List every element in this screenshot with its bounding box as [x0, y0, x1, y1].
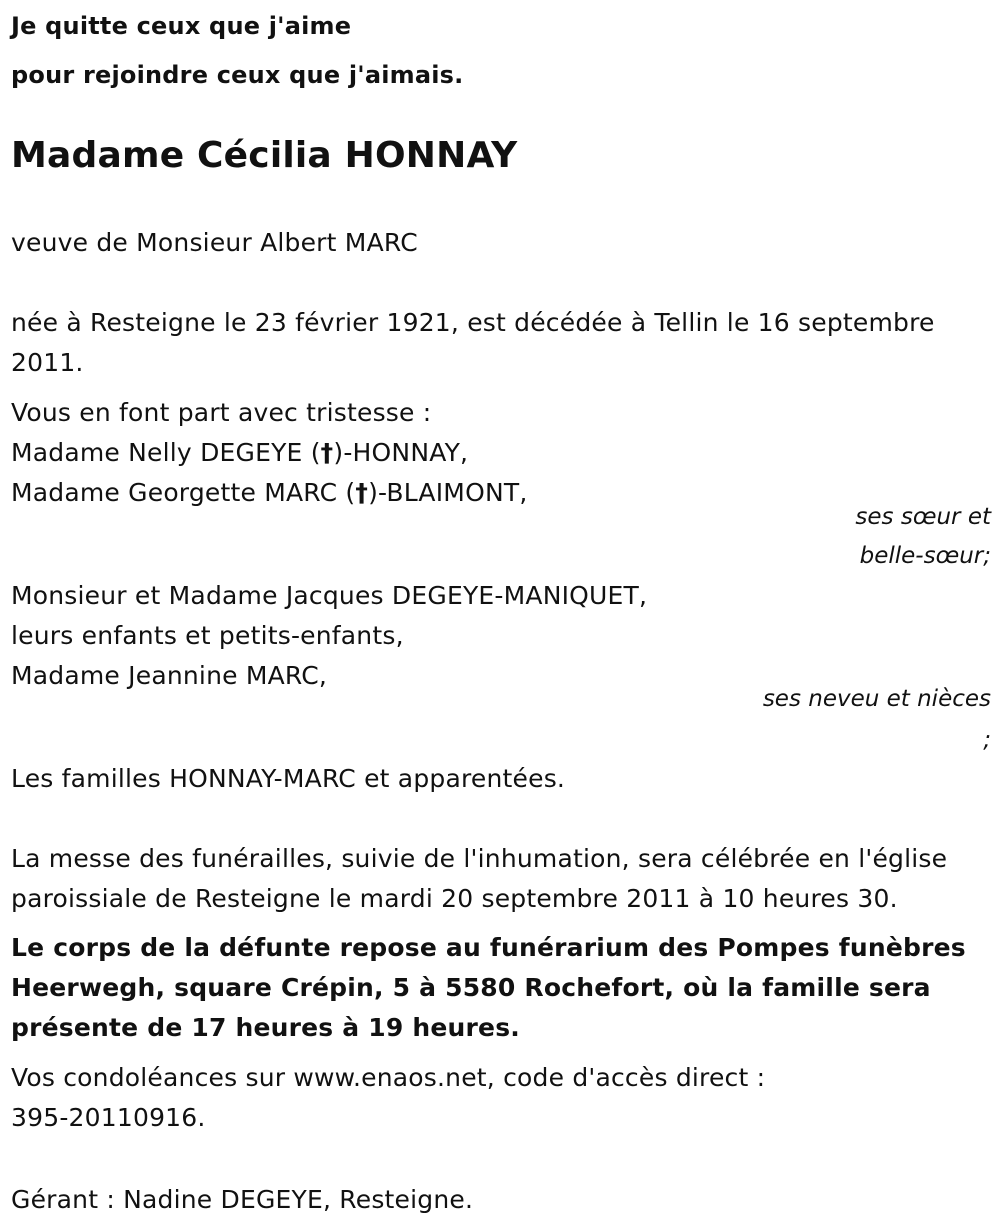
sister-entry-1: [11, 435, 468, 471]
sister-2-name: Madame Georgette MARC (: [11, 478, 356, 507]
sisters-relation-line-2: belle-sœur;: [859, 543, 991, 569]
funerarium-line-3: présente de 17 heures à 19 heures.: [11, 1013, 520, 1042]
motto-line-1: Je quitte ceux que j'aime: [11, 12, 352, 40]
cross-icon: †: [355, 478, 369, 507]
nephews-relation-line-2: ;: [983, 727, 991, 753]
widow-of: veuve de Monsieur Albert MARC: [11, 228, 418, 257]
sister-1-suffix: )-HONNAY,: [333, 438, 469, 467]
nephew-line-3: Madame Jeannine MARC,: [11, 661, 328, 690]
nephews-relation-line-1: ses neveu et nièces: [762, 686, 991, 712]
condolences-line-1: Vos condoléances sur www.enaos.net, code d'accès direct :: [11, 1063, 766, 1092]
nephew-line-2: leurs enfants et petits-enfants,: [11, 621, 404, 650]
funeral-line-1: La messe des funérailles, suivie de l'inhumation, sera célébrée en l'église: [11, 844, 948, 873]
motto-line-2: pour rejoindre ceux que j'aimais.: [11, 61, 464, 89]
families-line: Les familles HONNAY-MARC et apparentées.: [11, 764, 566, 793]
announcement-intro: Vous en font part avec tristesse :: [11, 398, 432, 427]
cross-icon: †: [320, 438, 334, 467]
sisters-relation-line-1: ses sœur et: [855, 504, 991, 530]
funerarium-line-2: Heerwegh, square Crépin, 5 à 5580 Rochefort, où la famille sera: [11, 973, 931, 1002]
funerarium-line-1: Le corps de la défunte repose au funérarium des Pompes funèbres: [11, 933, 966, 962]
funeral-line-2: paroissiale de Resteigne le mardi 20 septembre 2011 à 10 heures 30.: [11, 884, 898, 913]
sister-2-suffix: )-BLAIMONT,: [368, 478, 528, 507]
sister-entry-2: [11, 475, 527, 511]
nephew-line-1: Monsieur et Madame Jacques DEGEYE-MANIQUET,: [11, 581, 648, 610]
birth-death-line-2: 2011.: [11, 348, 84, 377]
birth-death-line-1: née à Resteigne le 23 février 1921, est décédée à Tellin le 16 septembre: [11, 308, 935, 337]
sister-1-name: Madame Nelly DEGEYE (: [11, 438, 321, 467]
deceased-name: Madame Cécilia HONNAY: [11, 135, 518, 176]
manager-line: Gérant : Nadine DEGEYE, Resteigne.: [11, 1185, 474, 1214]
condolences-line-2: 395-20110916.: [11, 1103, 206, 1132]
